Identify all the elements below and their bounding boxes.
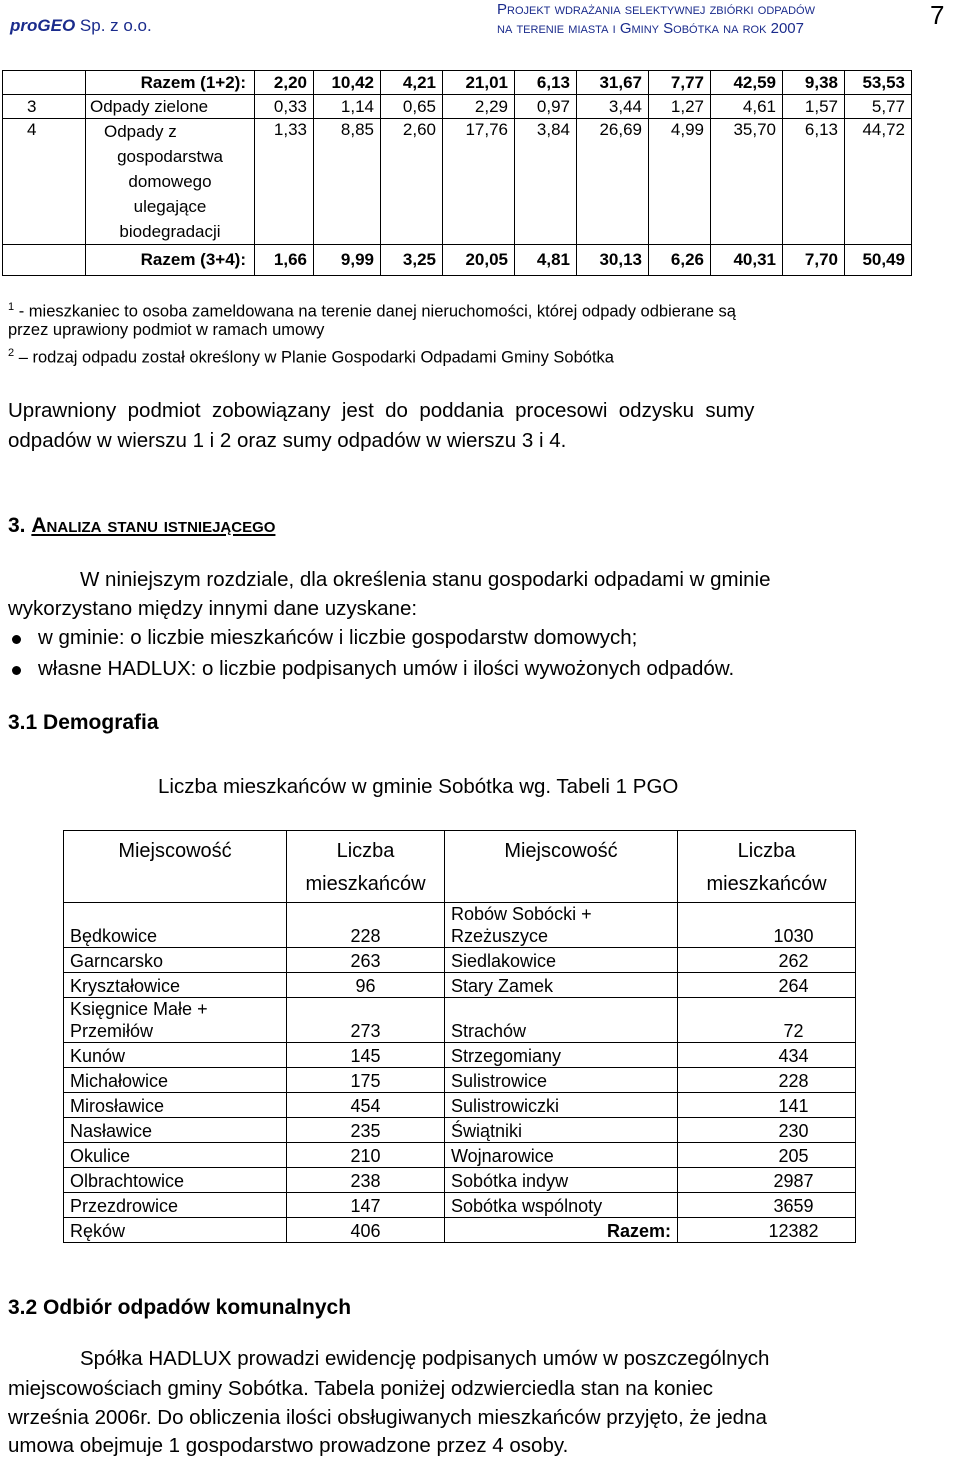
cell-line: Sobótka indyw <box>451 1171 569 1191</box>
table-cell: 3,25 <box>381 245 443 276</box>
table-cell: 2987 <box>678 1168 856 1193</box>
list-item-text: w gminie: o liczbie mieszkańców i liczbie gospodarstw domowych; <box>38 626 638 649</box>
header-line: Liczba <box>737 840 796 862</box>
section-number: 3. <box>8 514 32 537</box>
table-cell <box>445 1068 678 1093</box>
table-cell: 17,76 <box>443 119 515 245</box>
page-number: 7 <box>930 0 945 30</box>
table-cell: 1,33 <box>255 119 314 245</box>
project-title-line1: Projekt wdrażania selektywnej zbiórki odpadów <box>497 1 815 18</box>
row-label-line: gospodarstwa <box>117 147 223 166</box>
table-row <box>64 1168 856 1193</box>
header-line: Miejscowość <box>118 840 232 862</box>
table-cell <box>64 1043 287 1068</box>
table-cell: 53,53 <box>845 71 912 95</box>
section-3-2-line-2: miejscowościach gminy Sobótka. Tabela poniżej odzwierciedla stan na koniec <box>8 1377 713 1400</box>
table-cell: 6,13 <box>783 119 845 245</box>
footnote-mark: 2 <box>8 347 15 359</box>
cell-line: Księgnice Małe + <box>70 999 208 1019</box>
table-cell <box>445 1043 678 1068</box>
table-cell <box>445 1193 678 1218</box>
table-cell: 96 <box>287 973 445 998</box>
table-cell <box>64 998 287 1043</box>
table-cell <box>64 948 287 973</box>
list-item <box>0 624 960 654</box>
footnote-mark: 1 <box>8 301 15 313</box>
row-label <box>86 119 255 245</box>
table-row <box>64 1193 856 1218</box>
row-label: Odpady zielone <box>86 95 255 119</box>
section-title: Analiza stanu istniejącego <box>31 514 276 537</box>
cell-line: Michałowice <box>70 1071 169 1091</box>
cell-line: Przemiłów <box>70 1021 154 1041</box>
table-cell: 228 <box>678 1068 856 1093</box>
population-table-body <box>64 903 856 1243</box>
table-cell: 145 <box>287 1043 445 1068</box>
table-cell: 6,26 <box>649 245 711 276</box>
table-cell: 3,84 <box>515 119 577 245</box>
table-cell: 235 <box>287 1118 445 1143</box>
table-row <box>64 1068 856 1093</box>
table-cell: 50,49 <box>845 245 912 276</box>
table-row <box>3 245 912 276</box>
table-cell: 8,85 <box>314 119 381 245</box>
cell-line: Sulistrowice <box>451 1071 548 1091</box>
table-cell: 4,81 <box>515 245 577 276</box>
table-cell: 4,99 <box>649 119 711 245</box>
table-cell: 5,77 <box>845 95 912 119</box>
table-cell: 147 <box>287 1193 445 1218</box>
table-cell: 44,72 <box>845 119 912 245</box>
cell-line: Olbrachtowice <box>70 1171 185 1191</box>
table-cell: 264 <box>678 973 856 998</box>
table-cell: 1,27 <box>649 95 711 119</box>
table-cell <box>445 1093 678 1118</box>
table-cell: 30,13 <box>577 245 649 276</box>
table-cell: 42,59 <box>711 71 783 95</box>
cell-line: Razem: <box>606 1221 671 1241</box>
header-line: Liczba <box>336 840 395 862</box>
table-cell: 0,65 <box>381 95 443 119</box>
table-cell: 40,31 <box>711 245 783 276</box>
table-cell <box>64 903 287 948</box>
table-cell <box>64 1218 287 1243</box>
table-cell: 31,67 <box>577 71 649 95</box>
cell-line: Wojnarowice <box>451 1146 554 1166</box>
cell-line: Przezdrowice <box>70 1196 179 1216</box>
table-cell: 210 <box>287 1143 445 1168</box>
table-cell: 7,77 <box>649 71 711 95</box>
table-caption: Liczba mieszkańców w gminie Sobótka wg. Tabeli 1 PGO <box>158 775 679 798</box>
table-cell <box>64 1118 287 1143</box>
table-cell: 175 <box>287 1068 445 1093</box>
table-cell: 20,05 <box>443 245 515 276</box>
table-cell <box>445 1143 678 1168</box>
footnote-text: - mieszkaniec to osoba zameldowana na terenie danej nieruchomości, której odpady odbierane są <box>14 302 736 321</box>
cell-line: Ręków <box>70 1221 126 1241</box>
cell-line: Strachów <box>451 1021 527 1041</box>
table-cell <box>445 948 678 973</box>
table-cell: 0,33 <box>255 95 314 119</box>
obligation-line-2: odpadów w wierszu 1 i 2 oraz sumy odpadów w wierszu 3 i 4. <box>8 429 567 452</box>
cell-line: Sobótka wspólnoty <box>451 1196 603 1216</box>
table-cell: 72 <box>678 998 856 1043</box>
cell-line: Sulistrowiczki <box>451 1096 560 1116</box>
table-cell <box>64 1093 287 1118</box>
row-number: 3 <box>3 95 86 119</box>
column-header <box>64 831 287 903</box>
table-cell: 12382 <box>678 1218 856 1243</box>
table-cell: 1030 <box>678 903 856 948</box>
table-cell: 141 <box>678 1093 856 1118</box>
table-cell: 205 <box>678 1143 856 1168</box>
row-label: Razem (1+2): <box>86 71 255 95</box>
column-header <box>287 831 445 903</box>
column-header <box>445 831 678 903</box>
footnote-text: – rodzaj odpadu został określony w Planie Gospodarki Odpadami Gminy Sobótka <box>14 348 614 367</box>
table-row <box>64 973 856 998</box>
footnote-2 <box>8 342 614 369</box>
column-header <box>678 831 856 903</box>
table-cell: 454 <box>287 1093 445 1118</box>
header-line: mieszkańców <box>706 873 827 895</box>
table-cell: 35,70 <box>711 119 783 245</box>
cell-line: Robów Sobócki + <box>451 904 592 924</box>
table-row <box>3 71 912 95</box>
table-cell <box>64 1143 287 1168</box>
table-cell: 2,20 <box>255 71 314 95</box>
cell-line: Okulice <box>70 1146 131 1166</box>
table-cell <box>445 998 678 1043</box>
table-cell: 434 <box>678 1043 856 1068</box>
header-line: Miejscowość <box>504 840 618 862</box>
cell-line: Nasławice <box>70 1121 153 1141</box>
table-cell: 21,01 <box>443 71 515 95</box>
list-item-text: własne HADLUX: o liczbie podpisanych umów i ilości wywożonych odpadów. <box>38 657 735 680</box>
table-row <box>64 1143 856 1168</box>
row-number: 4 <box>3 119 86 245</box>
table-cell: 1,57 <box>783 95 845 119</box>
table-cell <box>445 903 678 948</box>
table-cell: 1,66 <box>255 245 314 276</box>
table-cell: 9,38 <box>783 71 845 95</box>
table-cell: 3659 <box>678 1193 856 1218</box>
table-row <box>3 119 912 245</box>
row-number <box>3 71 86 95</box>
table-cell <box>64 1068 287 1093</box>
table-cell: 10,42 <box>314 71 381 95</box>
row-label: Razem (3+4): <box>86 245 255 276</box>
company-name <box>10 16 152 36</box>
section-3-intro-line-2: wykorzystano między innymi dane uzyskane: <box>8 597 418 620</box>
table-row <box>3 95 912 119</box>
cell-line: Kryształowice <box>70 976 181 996</box>
header-line: mieszkańców <box>305 873 426 895</box>
row-number <box>3 245 86 276</box>
waste-summary-table <box>2 70 912 276</box>
table-cell: 238 <box>287 1168 445 1193</box>
table-cell: 228 <box>287 903 445 948</box>
section-3-2-line-4: umowa obejmuje 1 gospodarstwo prowadzone przez 4 osoby. <box>8 1434 569 1457</box>
bullet-icon <box>12 666 21 675</box>
table-cell: 2,29 <box>443 95 515 119</box>
table-cell: 4,61 <box>711 95 783 119</box>
table-row <box>64 998 856 1043</box>
section-3-intro-line-1: W niniejszym rozdziale, dla określenia stanu gospodarki odpadami w gminie <box>80 568 771 591</box>
table-row <box>64 948 856 973</box>
section-3-heading <box>8 514 275 538</box>
table-cell: 9,99 <box>314 245 381 276</box>
row-label-line: Odpady z <box>104 122 177 141</box>
table-cell <box>64 1168 287 1193</box>
table-cell: 7,70 <box>783 245 845 276</box>
section-3-1-heading: 3.1 Demografia <box>8 711 159 734</box>
table-cell: 0,97 <box>515 95 577 119</box>
table-cell <box>445 973 678 998</box>
footnote-1-continued: przez uprawiony podmiot w ramach umowy <box>8 321 325 339</box>
table-cell <box>445 1118 678 1143</box>
cell-line: Rzeżuszyce <box>451 926 549 946</box>
table-row <box>64 903 856 948</box>
table-cell: 1,14 <box>314 95 381 119</box>
table-cell: 262 <box>678 948 856 973</box>
table-cell: 26,69 <box>577 119 649 245</box>
row-label-line: biodegradacji <box>119 222 221 241</box>
table-row <box>64 1118 856 1143</box>
table-cell: 6,13 <box>515 71 577 95</box>
cell-line: Będkowice <box>70 926 158 946</box>
table-cell: 263 <box>287 948 445 973</box>
list-item <box>0 655 960 685</box>
table-cell: 3,44 <box>577 95 649 119</box>
section-3-2-line-1: Spółka HADLUX prowadzi ewidencję podpisanych umów w poszczególnych <box>80 1347 770 1370</box>
row-label-line: domowego <box>128 172 212 191</box>
population-table <box>63 830 856 1243</box>
project-title <box>497 0 815 38</box>
table-row <box>64 1043 856 1068</box>
table-cell: 230 <box>678 1118 856 1143</box>
section-3-2-heading: 3.2 Odbiór odpadów komunalnych <box>8 1296 352 1319</box>
table-cell <box>445 1218 678 1243</box>
table-cell: 406 <box>287 1218 445 1243</box>
table-cell: 4,21 <box>381 71 443 95</box>
row-label-line: ulegające <box>133 197 207 216</box>
table-row <box>64 1093 856 1118</box>
table-cell <box>445 1168 678 1193</box>
table-cell <box>64 973 287 998</box>
table-row <box>64 1218 856 1243</box>
section-3-2-line-3: września 2006r. Do obliczenia ilości obsługiwanych mieszkańców przyjęto, że jedna <box>8 1406 767 1429</box>
cell-line: Garncarsko <box>70 951 164 971</box>
cell-line: Strzegomiany <box>451 1046 562 1066</box>
company-suffix: Sp. z o.o. <box>75 16 152 35</box>
bullet-icon <box>12 635 21 644</box>
table-cell: 273 <box>287 998 445 1043</box>
obligation-line-1: Uprawniony podmiot zobowiązany jest do poddania procesowi odzysku sumy <box>8 399 755 422</box>
cell-line: Mirosławice <box>70 1096 165 1116</box>
cell-line: Stary Zamek <box>451 976 554 996</box>
table-header-row <box>64 831 856 903</box>
table-cell <box>64 1193 287 1218</box>
company-brand: proGEO <box>10 16 76 35</box>
cell-line: Kunów <box>70 1046 126 1066</box>
table-cell: 2,60 <box>381 119 443 245</box>
cell-line: Siedlakowice <box>451 951 557 971</box>
project-title-line2: na terenie miasta i Gminy Sobótka na rok 2007 <box>497 20 804 37</box>
cell-line: Świątniki <box>451 1121 523 1141</box>
